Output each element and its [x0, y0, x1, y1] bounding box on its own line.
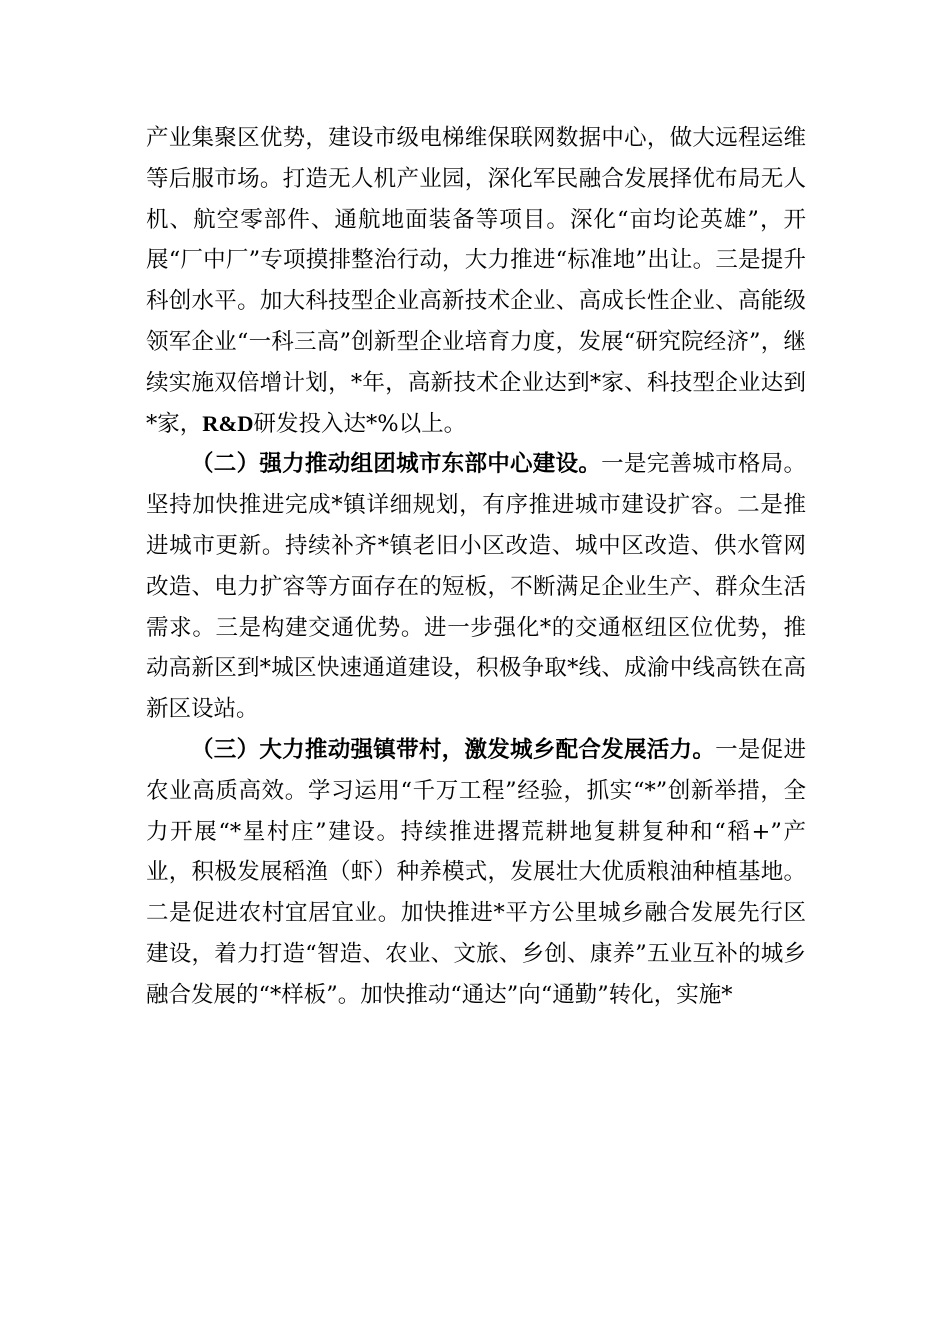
paragraph-continuation	[146, 118, 806, 444]
paragraph-text: 一是促进农业高质高效。学习运用“千万工程”经验，抓实“*”创新举措，全力开展“*星村庄”建设。持续推进撂荒耕地复耕复种和“稻+”产业，积极发展稻渔（虾）种养模式，发展壮大优质粮油种植基地。二是促进农村宜居宜业。加快推进*平方公里城乡融合发展先行区建设，着力打造“智造、农业、文旅、乡创、康养”五业互补的城乡融合发展的“*样板”。加快推动“通达”向“通勤”转化，实施*	[146, 736, 806, 1008]
section-heading: （三）大力推动强镇带村，激发城乡配合发展活力。	[191, 736, 716, 763]
paragraph-text: 产业集聚区优势，建设市级电梯维保联网数据中心，做大远程运维等后服市场。打造无人机产业园，深化军民融合发展择优布局无人机、航空零部件、通航地面装备等项目。深化“亩均论英雄”，开展“厂中厂”专项摸排整治行动，大力推进“标准地”出让。三是提升科创水平。加大科技型企业高新技术企业、高成长性企业、高能级领军企业“一科三高”创新型企业培育力度，发展“研究院经济”，继续实施双倍增计划，*年，高新技术企业达到*家、科技型企业达到*家，	[146, 125, 806, 437]
rd-term: R&D	[202, 410, 254, 436]
paragraph-section-3	[146, 730, 806, 1016]
document-page	[146, 118, 806, 1016]
section-heading: （二）强力推动组团城市东部中心建设。	[191, 451, 602, 478]
paragraph-text: 一是完善城市格局。坚持加快推进完成*镇详细规划，有序推进城市建设扩容。二是推进城市更新。持续补齐*镇老旧小区改造、城中区改造、供水管网改造、电力扩容等方面存在的短板，不断满足企业生产、群众生活需求。三是构建交通优势。进一步强化*的交通枢纽区位优势，推动高新区到*城区快速通道建设，积极争取*线、成渝中线高铁在高新区设站。	[146, 451, 806, 723]
paragraph-text-tail: 研发投入达*%以上。	[253, 410, 467, 437]
paragraph-section-2	[146, 444, 806, 730]
